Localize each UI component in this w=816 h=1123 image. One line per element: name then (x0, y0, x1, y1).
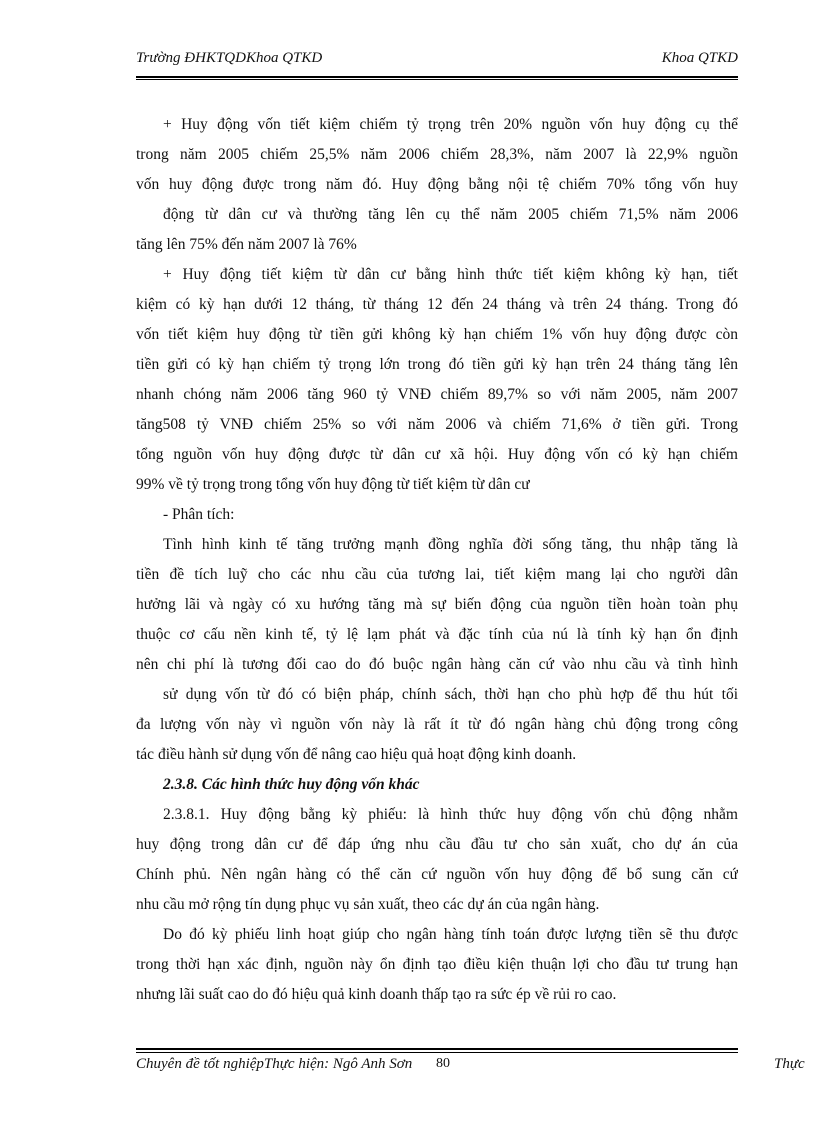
page-number: 80 (436, 1056, 450, 1071)
footer-left: Chuyên đề tốt nghiệpThực hiện: Ngô Anh Sơn (136, 1056, 413, 1072)
header-rule (136, 76, 738, 78)
text-line: thuộc cơ cấu nền kinh tế, tỷ lệ lạm phát và đặc tính của nú là tính kỳ hạn ổn định (136, 626, 738, 643)
text-line: trong thời hạn xác định, nguồn này ổn định tạo điều kiện thuận lợi cho đầu tư trung hạn (136, 956, 738, 973)
text-line: 99% về tỷ trọng trong tổng vốn huy động từ tiết kiệm từ dân cư (136, 476, 530, 493)
header-left: Trường ĐHKTQDKhoa QTKD (136, 50, 323, 66)
text-line: tổng nguồn vốn huy động được từ dân cư xã hội. Huy động vốn có kỳ hạn chiếm (136, 446, 738, 463)
text-line: Chính phủ. Nên ngân hàng có thể căn cứ nguồn vốn huy động để bổ sung căn cứ (136, 866, 738, 883)
document-body (136, 110, 738, 1010)
text-line: nên chi phí là tương đối cao do đó buộc ngân hàng căn cứ vào nhu cầu và tình hình (136, 656, 738, 673)
text-line: tiền đề tích luỹ cho các nhu cầu của tương lai, tiết kiệm mang lại cho người dân (136, 566, 738, 583)
text-line: sử dụng vốn từ đó có biện pháp, chính sách, thời hạn cho phù hợp để thu hút tối (163, 686, 738, 703)
page-header (136, 50, 738, 74)
text-line: động từ dân cư và thường tăng lên cụ thể năm 2005 chiếm 71,5% năm 2006 (163, 206, 738, 223)
footer-rule (136, 1048, 738, 1050)
text-line: đa lượng vốn này vì nguồn vốn này là rất ít từ đó ngân hàng chủ động trong công (136, 716, 738, 733)
text-line: vốn huy động được trong năm đó. Huy động bằng nội tệ chiếm 70% tổng vốn huy (136, 176, 738, 193)
text-line: nhanh chóng năm 2006 tăng 960 tỷ VNĐ chiếm 89,7% so với năm 2005, năm 2007 (136, 386, 738, 403)
footer-right: Thực (774, 1056, 805, 1072)
text-line: nhưng lãi suất cao do đó hiệu quả kinh doanh thấp tạo ra sức ép về rủi ro cao. (136, 986, 617, 1003)
text-line: trong năm 2005 chiếm 25,5% năm 2006 chiếm 28,3%, năm 2007 là 22,9% nguồn (136, 146, 738, 163)
text-line: 2.3.8.1. Huy động bằng kỳ phiếu: là hình thức huy động vốn chủ động nhằm (163, 806, 738, 823)
text-line: tác điều hành sử dụng vốn để nâng cao hiệu quả hoạt động kinh doanh. (136, 746, 577, 763)
header-rule-thin (136, 79, 738, 80)
text-line: + Huy động vốn tiết kiệm chiếm tỷ trọng trên 20% nguồn vốn huy động cụ thể (163, 116, 738, 133)
text-line: tăng lên 75% đến năm 2007 là 76% (136, 236, 357, 253)
text-line: - Phân tích: (163, 506, 235, 523)
text-line: Tình hình kinh tế tăng trưởng mạnh đồng nghĩa đời sống tăng, thu nhập tăng là (163, 536, 738, 553)
text-line: 2.3.8. Các hình thức huy động vốn khác (163, 776, 420, 793)
text-line: + Huy động tiết kiệm từ dân cư bằng hình thức tiết kiệm không kỳ hạn, tiết (163, 266, 738, 283)
text-line: nhu cầu mở rộng tín dụng phục vụ sản xuất, theo các dự án của ngân hàng. (136, 896, 600, 913)
page-footer (136, 1056, 816, 1078)
header-right: Khoa QTKD (661, 50, 738, 66)
text-line: Do đó kỳ phiếu linh hoạt giúp cho ngân hàng tính toán được lượng tiền sẽ thu được (163, 926, 738, 943)
text-line: vốn tiết kiệm huy động từ tiền gửi không kỳ hạn chiếm 1% vốn huy động được còn (136, 326, 738, 343)
text-line: tiền gửi có kỳ hạn chiếm tỷ trọng lớn trong đó tiền gửi kỳ hạn trên 24 tháng tăng lên (136, 356, 738, 373)
text-line: hưởng lãi và ngày có xu hướng tăng mà sự biến động của nguồn tiền hoàn toàn phụ (136, 596, 738, 613)
footer-rule-thin (136, 1052, 738, 1053)
text-line: tăng508 tỷ VNĐ chiếm 25% so với năm 2006 và chiếm 71,6% ở tiền gửi. Trong (136, 416, 738, 433)
text-line: huy động trong dân cư để đáp ứng nhu cầu đầu tư cho sản xuất, cho dự án của (136, 836, 738, 853)
text-line: kiệm có kỳ hạn dưới 12 tháng, từ tháng 12 đến 24 tháng và trên 24 tháng. Trong đó (136, 296, 738, 313)
